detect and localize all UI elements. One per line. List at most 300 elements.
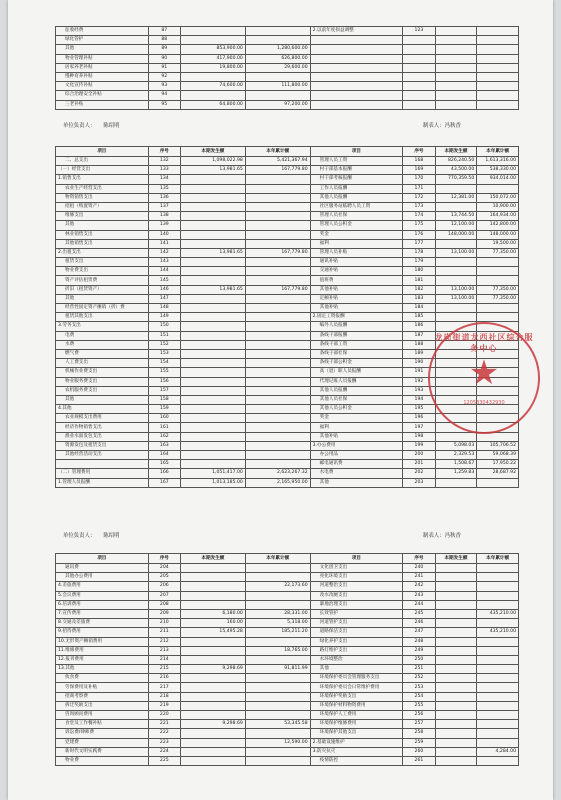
table-row (56, 239, 519, 248)
table-cell: 251 (403, 665, 435, 674)
table-cell (56, 460, 149, 469)
table-header-row (56, 147, 519, 157)
table-cell (245, 637, 310, 646)
table-cell: 171 (403, 184, 435, 193)
table-cell: 191 (403, 368, 435, 377)
table-cell: 诉讼费/律师费 (56, 729, 149, 738)
table-cell (435, 100, 477, 109)
table-cell (245, 331, 310, 340)
table-row (56, 82, 519, 91)
table-cell (435, 564, 477, 573)
table-cell (477, 184, 519, 193)
table-cell: 134 (148, 175, 180, 184)
table-cell: 渔业水面发包支出 (56, 432, 149, 441)
table-cell: 值班费 (310, 276, 403, 285)
table-cell: 22,173.60 (245, 582, 310, 591)
table-cell: 15,495.28 (181, 628, 246, 637)
table-cell: 240 (403, 564, 435, 573)
table-cell (245, 747, 310, 756)
table-cell (181, 331, 246, 340)
table-cell: 153 (148, 349, 180, 358)
table-cell: 167,779.80 (245, 285, 310, 294)
table-cell (435, 184, 477, 193)
table-cell: 167,779.80 (245, 166, 310, 175)
table-cell: 奖金 (310, 414, 403, 423)
signature-line-top (63, 121, 461, 129)
table-cell (181, 36, 246, 45)
table-row (56, 711, 519, 720)
table-cell (181, 414, 246, 423)
table-row (56, 230, 519, 239)
table-cell (477, 674, 519, 683)
table-cell: 211 (148, 628, 180, 637)
table-row (56, 655, 519, 664)
table-cell (181, 91, 246, 100)
table-cell: 111,800.00 (245, 82, 310, 91)
table-cell (477, 720, 519, 729)
table-cell: 4.其他 (56, 405, 149, 414)
table-cell: 74,600.00 (181, 82, 246, 91)
table-cell: 177 (403, 239, 435, 248)
table-cell (310, 91, 403, 100)
table-row (56, 276, 519, 285)
table-cell (181, 212, 246, 221)
table-cell (181, 460, 246, 469)
table-cell (403, 45, 435, 54)
table-cell (245, 701, 310, 710)
table-cell: 新时代文明实践费 (56, 747, 149, 756)
table-cell (245, 441, 310, 450)
table-cell: 办公用品 (310, 451, 403, 460)
table-cell: 其他补贴 (310, 432, 403, 441)
table-cell: 2,623,267.32 (245, 469, 310, 478)
table-row (56, 738, 519, 747)
table-cell: 高（退）职人员报酬 (310, 368, 403, 377)
table-row (56, 248, 519, 257)
table-cell (245, 591, 310, 600)
table-cell: 福利 (310, 423, 403, 432)
table-cell (245, 683, 310, 692)
table-cell: 定额补贴 (310, 294, 403, 303)
table-cell: 207 (148, 591, 180, 600)
table-cell: 184 (403, 304, 435, 313)
table-cell (435, 432, 477, 441)
table-cell (181, 405, 246, 414)
table-cell (181, 692, 246, 701)
table-cell (435, 665, 477, 674)
table-cell: 143 (148, 258, 180, 267)
table-cell (245, 359, 310, 368)
table-cell: 142 (148, 248, 180, 257)
table-cell (245, 655, 310, 664)
table-cell (477, 637, 519, 646)
table-cell (477, 573, 519, 582)
table-cell (245, 91, 310, 100)
table-row (56, 573, 519, 582)
table-cell (477, 276, 519, 285)
table-cell: 1,051,417.00 (181, 469, 246, 478)
table-cell: 260 (403, 747, 435, 756)
table-cell: 邮电通讯费 (310, 460, 403, 469)
table-cell (181, 193, 246, 202)
table-cell (310, 36, 403, 45)
table-cell (181, 368, 246, 377)
table-cell (435, 655, 477, 664)
table-cell (245, 377, 310, 386)
table-cell (477, 304, 519, 313)
table-row (56, 600, 519, 609)
table-cell (435, 54, 477, 63)
table-cell: 林业销售支出 (56, 230, 149, 239)
table-cell (477, 701, 519, 710)
table-cell (245, 184, 310, 193)
table-cell: 254 (403, 692, 435, 701)
table-cell: 144 (148, 267, 180, 276)
table-cell: 环境保护其他支出 (310, 729, 403, 738)
table-cell: 管理人员工资 (310, 157, 403, 166)
table-cell: 205 (148, 573, 180, 582)
table-cell: 5,098.03 (435, 441, 477, 450)
table-cell: 139 (148, 221, 180, 230)
table-row (56, 441, 519, 450)
table-cell: 福利 (310, 239, 403, 248)
expense-table-middle (55, 146, 519, 488)
head-name: 陈绍明 (103, 533, 120, 539)
table-cell: 奖金 (310, 230, 403, 239)
table-cell: 202 (403, 469, 435, 478)
table-cell (477, 45, 519, 54)
table-cell: 9.招待费用 (56, 628, 149, 637)
table-cell: 212 (148, 637, 180, 646)
table-cell: 167 (148, 478, 180, 487)
table-row (56, 692, 519, 701)
table-cell: 2.出租支出 (56, 248, 149, 257)
column-header: 本年累计额 (477, 554, 519, 564)
table-cell: 258 (403, 729, 435, 738)
table-cell (435, 304, 477, 313)
table-cell: 3.防灾抗灾 (310, 747, 403, 756)
table-cell: 改水改厕支出 (310, 591, 403, 600)
table-cell (245, 36, 310, 45)
table-cell (403, 91, 435, 100)
table-cell (181, 267, 246, 276)
table-cell: 198 (403, 432, 435, 441)
table-cell: 水环境整治 (310, 655, 403, 664)
table-cell: 管理人员公积金 (310, 221, 403, 230)
table-cell (477, 619, 519, 628)
table-cell (435, 701, 477, 710)
table-cell (435, 82, 477, 91)
table-cell (435, 720, 477, 729)
table-cell (435, 258, 477, 267)
table-cell: 文化宣传补贴 (56, 82, 149, 91)
table-cell: 工作人员报酬 (310, 184, 403, 193)
table-cell: 164 (148, 451, 180, 460)
table-cell (181, 349, 246, 358)
table-cell: 水电费 (310, 469, 403, 478)
table-cell: 242 (403, 582, 435, 591)
table-row (56, 27, 519, 36)
table-cell: 222 (148, 729, 180, 738)
table-cell: 编外人员报酬 (310, 322, 403, 331)
table-cell (477, 267, 519, 276)
table-cell: 17,950.22 (477, 460, 519, 469)
table-cell: 218 (148, 692, 180, 701)
table-row (56, 36, 519, 45)
table-cell: 综合治理安全补贴 (56, 91, 149, 100)
table-cell: 224 (148, 747, 180, 756)
table-cell: 210 (148, 619, 180, 628)
table-cell (435, 738, 477, 747)
table-cell: 59,068.39 (477, 451, 519, 460)
preparer-label-wrap (423, 121, 503, 129)
preparer-name: 冯秋香 (444, 123, 461, 129)
table-row (56, 756, 519, 765)
table-cell: 246 (403, 619, 435, 628)
table-cell: 交通补贴 (310, 267, 403, 276)
table-cell: 资产评估租赁费 (56, 276, 149, 285)
table-cell (245, 72, 310, 81)
table-cell: 154 (148, 359, 180, 368)
table-row (56, 175, 519, 184)
table-cell: 219 (148, 701, 180, 710)
table-cell: 156 (148, 377, 180, 386)
table-cell: 疫情防控 (310, 756, 403, 765)
table-cell (435, 609, 477, 618)
table-cell: 188 (403, 340, 435, 349)
table-cell: 绿化养护支出 (310, 637, 403, 646)
table-cell (245, 322, 310, 331)
table-cell (245, 460, 310, 469)
table-cell: 146 (148, 285, 180, 294)
table-cell (181, 591, 246, 600)
table-cell: 256 (403, 711, 435, 720)
table-cell: 13,100.00 (435, 248, 477, 257)
table-cell (403, 36, 435, 45)
table-cell: 13,100.00 (435, 294, 477, 303)
column-header: 本年累计额 (245, 554, 310, 564)
table-cell: 环境保护委员会日常维护费用 (310, 683, 403, 692)
table-cell: 209 (148, 609, 180, 618)
table-cell (477, 313, 519, 322)
table-cell: 140 (148, 230, 180, 239)
table-cell: 204 (148, 564, 180, 573)
table-cell: 河道整治支出 (310, 582, 403, 591)
table-cell (245, 386, 310, 395)
table-cell: 138 (148, 212, 180, 221)
table-cell: 187 (403, 331, 435, 340)
table-cell: 87 (148, 27, 180, 36)
table-cell (181, 258, 246, 267)
table-cell (181, 340, 246, 349)
table-cell: 二、总支出 (56, 157, 149, 166)
table-cell: 物资销售支出 (56, 193, 149, 202)
table-cell: 245 (403, 609, 435, 618)
table-cell (245, 711, 310, 720)
table-cell: 三老补贴 (56, 100, 149, 109)
table-cell: 241 (403, 573, 435, 582)
table-cell (435, 637, 477, 646)
table-cell: 151 (148, 331, 180, 340)
table-cell (181, 756, 246, 765)
table-cell: 13,981.65 (181, 285, 246, 294)
table-cell: 其他销售支出 (56, 239, 149, 248)
table-cell: 244 (403, 600, 435, 609)
table-cell (403, 72, 435, 81)
table-cell: 环境保护材料物资费用 (310, 701, 403, 710)
table-cell: 148,000.00 (477, 230, 519, 239)
table-cell: 物业服务费支出 (56, 377, 149, 386)
table-cell (181, 184, 246, 193)
table-cell (245, 349, 310, 358)
table-cell (245, 239, 310, 248)
table-cell: 管理人员补贴 (310, 248, 403, 257)
table-cell (477, 91, 519, 100)
table-cell (435, 239, 477, 248)
table-row (56, 582, 519, 591)
table-cell (181, 230, 246, 239)
table-cell (245, 340, 310, 349)
table-cell: 亮化环境支出 (310, 573, 403, 582)
table-cell: 3.办公费用 (310, 441, 403, 450)
table-cell: 其他 (56, 221, 149, 230)
table-cell: 10.无形资产摊销费用 (56, 637, 149, 646)
table-cell: 221 (148, 720, 180, 729)
table-cell (310, 100, 403, 109)
table-cell: 其他 (310, 665, 403, 674)
table-cell: 物业费支出 (56, 267, 149, 276)
table-cell (245, 600, 310, 609)
table-cell: 咨询顾问费用 (56, 711, 149, 720)
table-cell: 其他 (310, 478, 403, 487)
table-cell: 259 (403, 738, 435, 747)
table-cell: 条线干部报酬 (310, 331, 403, 340)
table-cell: 213 (148, 646, 180, 655)
table-cell (181, 451, 246, 460)
table-cell (181, 304, 246, 313)
table-cell: 183 (403, 294, 435, 303)
table-cell: 条线干部工资 (310, 340, 403, 349)
table-cell: 征收经费 (56, 27, 149, 36)
table-cell (403, 54, 435, 63)
table-cell (435, 591, 477, 600)
preparer-label: 制表人： (423, 123, 445, 129)
table-cell (477, 591, 519, 600)
table-cell: 934,014.00 (477, 175, 519, 184)
table-cell: 160 (148, 414, 180, 423)
table-cell: 225 (148, 756, 180, 765)
table-cell: 其他办公费用 (56, 573, 149, 582)
table-cell (435, 202, 477, 211)
table-cell: 其他 (56, 294, 149, 303)
table-row (56, 628, 519, 637)
table-row (56, 294, 519, 303)
table-cell (245, 175, 310, 184)
table-cell (435, 646, 477, 655)
table-cell: 158 (148, 395, 180, 404)
table-cell: 150,072.00 (477, 193, 519, 202)
table-cell: 826,240.50 (435, 157, 477, 166)
table-cell: 169 (403, 166, 435, 175)
table-cell (477, 729, 519, 738)
table-cell: 193 (403, 386, 435, 395)
table-cell: 94 (148, 91, 180, 100)
table-row (56, 285, 519, 294)
table-cell: 152 (148, 340, 180, 349)
table-row (56, 193, 519, 202)
table-cell: 4.差旅费用 (56, 582, 149, 591)
table-row (56, 322, 519, 331)
table-cell: 1,613,316.00 (477, 157, 519, 166)
column-header: 本年累计额 (477, 147, 519, 157)
table-cell (310, 82, 403, 91)
table-cell (245, 27, 310, 36)
table-cell (435, 72, 477, 81)
table-cell: 145 (148, 276, 180, 285)
table-cell: 853,900.00 (181, 45, 246, 54)
table-cell: 1,280,600.00 (245, 45, 310, 54)
table-cell: 折旧（租赁资产） (56, 285, 149, 294)
table-cell: 243 (403, 591, 435, 600)
table-cell: 133 (148, 166, 180, 175)
table-cell (477, 564, 519, 573)
table-cell: 248 (403, 637, 435, 646)
table-row (56, 54, 519, 63)
table-cell: 道路保洁支出 (310, 628, 403, 637)
table-cell: 村干部考核报酬 (310, 175, 403, 184)
table-cell: 197 (403, 423, 435, 432)
table-cell (477, 100, 519, 109)
official-seal-stamp (428, 322, 540, 434)
table-cell (477, 756, 519, 765)
table-cell: 203 (403, 478, 435, 487)
table-cell: 9,298.69 (181, 720, 246, 729)
table-row (56, 221, 519, 230)
table-cell (435, 276, 477, 285)
table-row (56, 674, 519, 683)
table-cell: 770,359.50 (435, 175, 477, 184)
table-cell (477, 54, 519, 63)
table-row (56, 646, 519, 655)
table-row (56, 423, 519, 432)
table-cell (435, 711, 477, 720)
table-cell (477, 27, 519, 36)
table-cell: 190 (403, 359, 435, 368)
table-cell: 160.00 (181, 619, 246, 628)
table-cell: 189 (403, 349, 435, 358)
table-row (56, 619, 519, 628)
column-header: 序号 (403, 554, 435, 564)
table-cell: 其他 (56, 395, 149, 404)
table-cell: 142,800.00 (477, 221, 519, 230)
table-header-row (56, 554, 519, 564)
table-cell (245, 405, 310, 414)
table-cell: 通讯补贴 (310, 258, 403, 267)
table-cell (245, 202, 310, 211)
table-cell: 141 (148, 239, 180, 248)
table-cell (181, 359, 246, 368)
table-cell: 247 (403, 628, 435, 637)
table-cell (477, 72, 519, 81)
table-row (56, 637, 519, 646)
table-cell (245, 423, 310, 432)
table-cell: 186 (403, 322, 435, 331)
table-cell: 13,981.65 (181, 248, 246, 257)
table-cell (435, 27, 477, 36)
table-cell (181, 386, 246, 395)
table-cell (181, 432, 246, 441)
table-cell (181, 322, 246, 331)
